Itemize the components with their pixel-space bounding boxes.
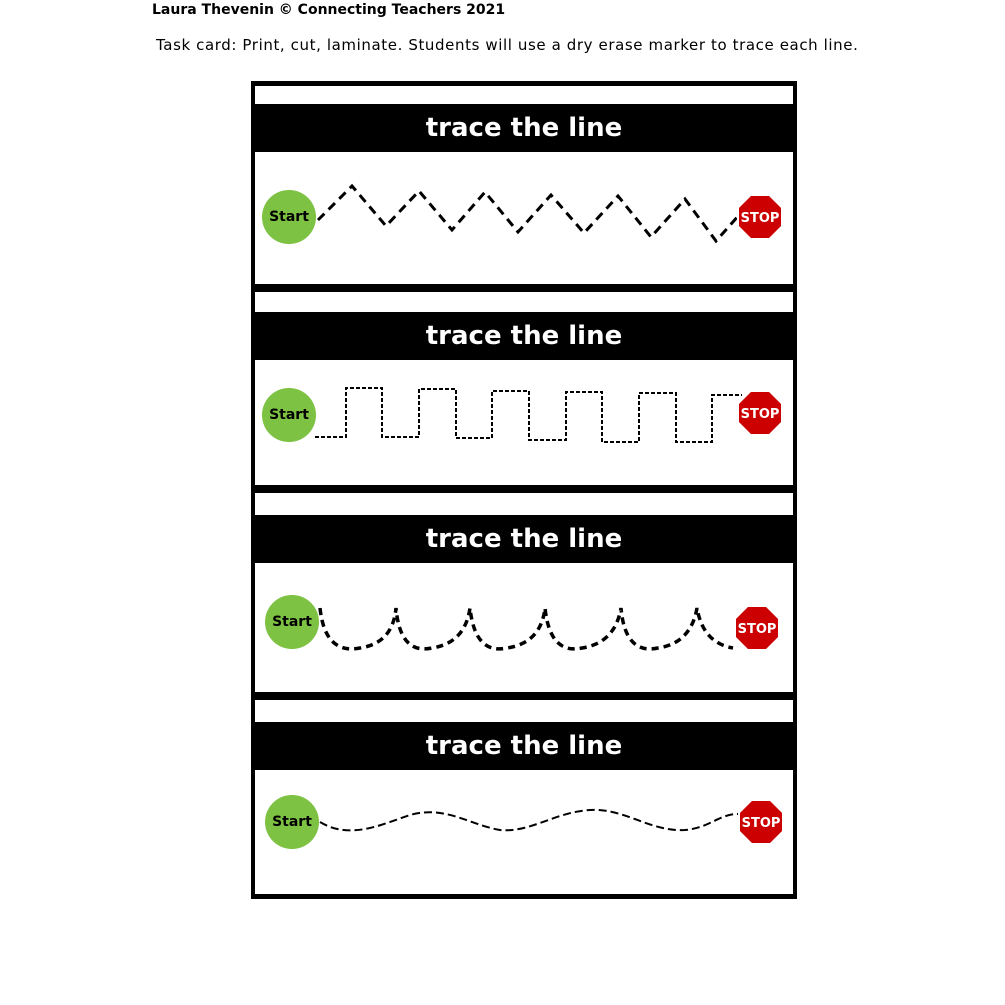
credit-line: Laura Thevenin © Connecting Teachers 2021 xyxy=(152,2,506,18)
start-circle: Start xyxy=(262,388,316,442)
start-circle: Start xyxy=(265,795,319,849)
task-card-square-wave xyxy=(251,292,797,485)
stop-sign-icon xyxy=(738,799,784,845)
scallop-trace-line xyxy=(255,493,801,692)
frame-bottom xyxy=(251,894,797,899)
zigzag-trace-line xyxy=(255,86,801,284)
stop-label: STOP xyxy=(740,211,780,226)
divider-1 xyxy=(251,284,797,292)
stop-sign-icon xyxy=(734,605,780,651)
task-card-scallops xyxy=(251,493,797,692)
gentle-wave-trace-line xyxy=(255,700,801,894)
square-wave-trace-line xyxy=(255,292,801,485)
stop-sign-icon xyxy=(737,194,783,240)
stop-label: STOP xyxy=(737,622,777,637)
stop-sign-icon xyxy=(737,390,783,436)
instructions-text: Task card: Print, cut, laminate. Students will use a dry erase marker to trace each line. xyxy=(156,36,859,54)
start-circle: Start xyxy=(262,190,316,244)
task-card-zigzag xyxy=(251,86,797,284)
stop-label: STOP xyxy=(740,407,780,422)
divider-2 xyxy=(251,485,797,493)
card-title: trace the line xyxy=(255,104,793,152)
divider-3 xyxy=(251,692,797,700)
stop-label: STOP xyxy=(741,816,781,831)
card-title: trace the line xyxy=(255,312,793,360)
card-title: trace the line xyxy=(255,515,793,563)
card-title: trace the line xyxy=(255,722,793,770)
task-card-gentle-wave xyxy=(251,700,797,894)
start-circle: Start xyxy=(265,595,319,649)
